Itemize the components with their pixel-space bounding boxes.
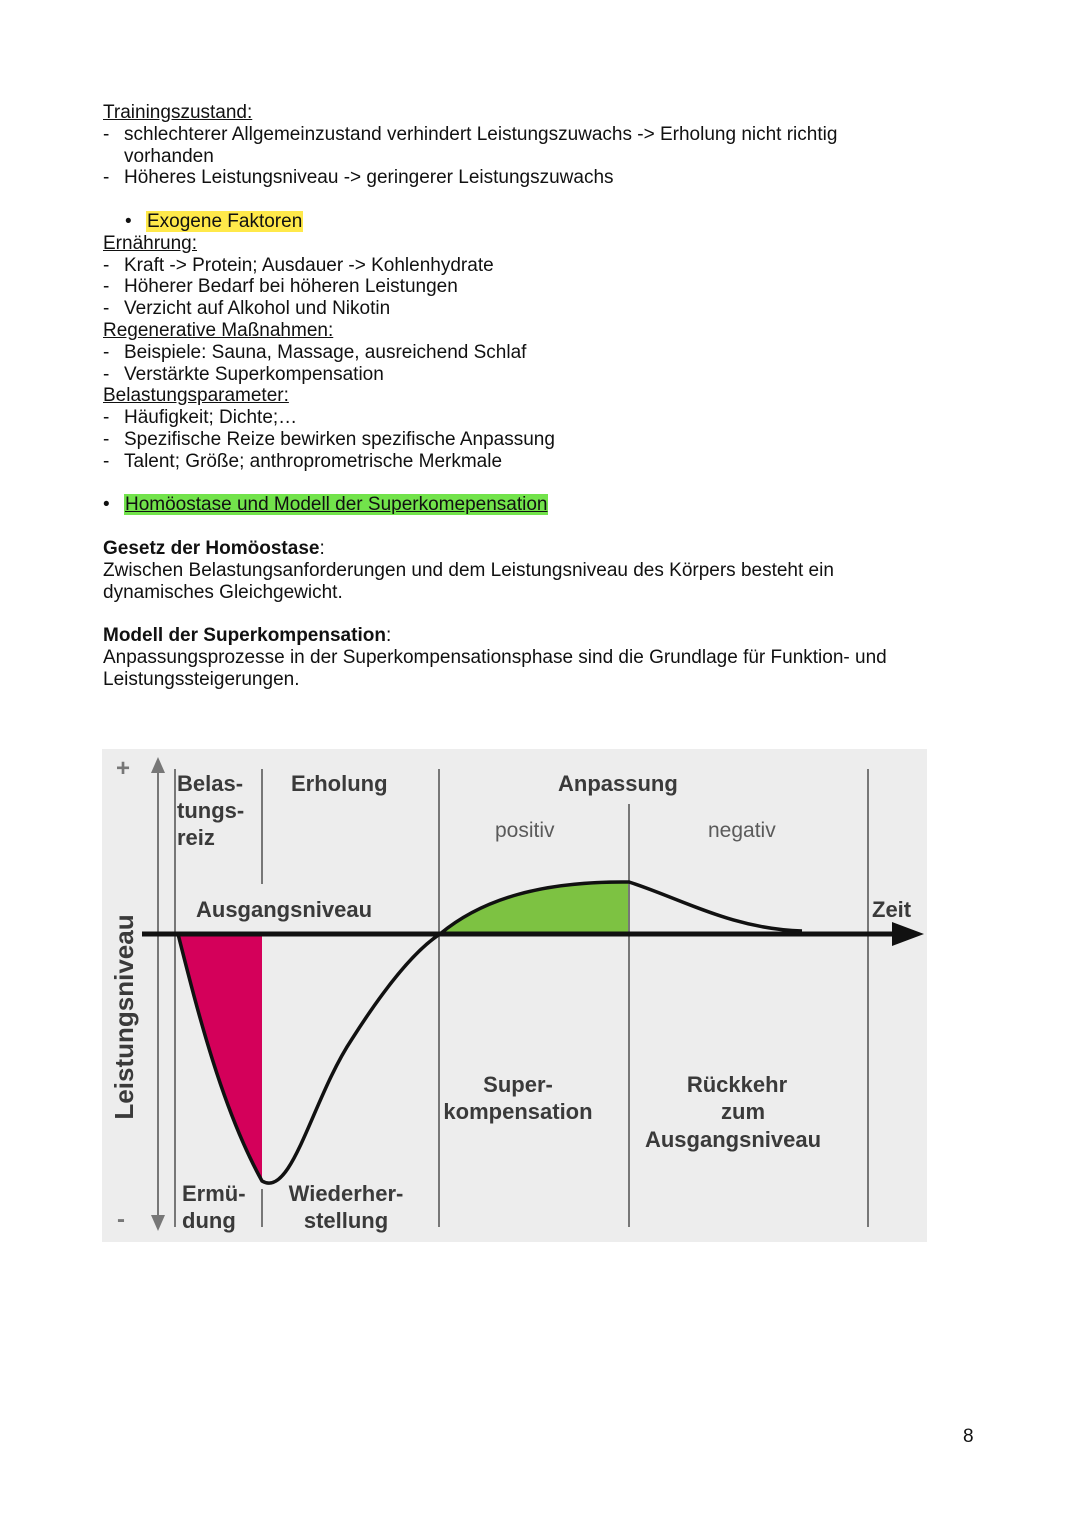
minus-label: - — [117, 1206, 125, 1233]
list-item: - Kraft -> Protein; Ausdauer -> Kohlenhydrate — [103, 255, 1003, 277]
heading-modell — [103, 625, 1003, 647]
heading-trainingszustand: Trainingszustand: — [103, 102, 253, 123]
heading-ernaehrung: Ernährung: — [103, 232, 198, 254]
ermuedung-line2: dung — [182, 1208, 236, 1233]
topic-homoeostase-label: Homöostase und Modell der Superkomepensation — [125, 494, 548, 516]
list-item: - Verzicht auf Alkohol und Nikotin — [103, 298, 1003, 320]
baseline-label: Ausgangsniveau — [196, 897, 373, 922]
negativ-label: negativ — [708, 819, 776, 842]
superkompensation-line1: Super- — [483, 1072, 553, 1097]
rueckkehr-line3: Ausgangsniveau — [644, 1127, 822, 1152]
y-axis-arrow-up — [151, 757, 165, 773]
topic-exogene-label: Exogene Faktoren — [147, 210, 303, 232]
plus-label: + — [116, 755, 131, 782]
paragraph-line: dynamisches Gleichgewicht. — [103, 581, 343, 603]
list-item: - Verstärkte Superkompensation — [103, 364, 1003, 386]
list-item: - schlechterer Allgemeinzustand verhindert Leistungszuwachs -> Erholung nicht richtig — [103, 124, 1003, 146]
ermuedung-line1: Ermü- — [182, 1181, 246, 1206]
baseline-arrow — [892, 922, 924, 946]
topic-homoeostase: • Homöostase und Modell der Superkomepensation — [103, 494, 548, 516]
supercompensation-diagram — [102, 749, 927, 1242]
fatigue-area — [178, 934, 262, 1181]
list-item: - Höheres Leistungsniveau -> geringerer Leistungszuwachs — [103, 167, 1003, 189]
heading-regeneration: Regenerative Maßnahmen: — [103, 319, 334, 341]
list-item: - Spezifische Reize bewirken spezifische Anpassung — [103, 429, 1003, 451]
list-item: - Talent; Größe; anthroprometrische Merkmale — [103, 451, 1003, 473]
list-item: - Häufigkeit; Dichte;… — [103, 407, 1003, 429]
phase-erholung-label: Erholung — [291, 771, 388, 796]
positiv-label: positiv — [495, 819, 555, 842]
x-axis-label: Zeit — [872, 897, 912, 922]
y-axis-arrow-down — [151, 1215, 165, 1231]
paragraph-line: Zwischen Belastungsanforderungen und dem Leistungsniveau des Körpers besteht ein — [103, 559, 834, 581]
rueckkehr-line1: Rückkehr — [686, 1072, 788, 1097]
heading-modell-colon: : — [385, 625, 392, 647]
page-number: 8 — [963, 1426, 974, 1447]
list-item-continuation: vorhanden — [124, 145, 214, 167]
phase-belastung-line2: tungs- — [177, 798, 245, 823]
wiederherstellung-line1: Wiederher- — [288, 1181, 404, 1206]
heading-gesetz-colon: : — [319, 537, 325, 559]
paragraph-line: Anpassungsprozesse in der Superkompensationsphase sind die Grundlage für Funktion- und — [103, 646, 887, 668]
heading-gesetz-label: Gesetz der Homöostase — [103, 537, 320, 559]
topic-exogene: • Exogene Faktoren — [125, 210, 303, 232]
list-item: - Beispiele: Sauna, Massage, ausreichend Schlaf — [103, 342, 1003, 364]
wiederherstellung-line2: stellung — [303, 1208, 389, 1233]
paragraph-line: Leistungssteigerungen. — [103, 668, 300, 690]
rueckkehr-line2: zum — [721, 1099, 765, 1124]
supercompensation-svg — [102, 749, 927, 1242]
y-axis-label: Leistungsniveau — [109, 914, 139, 1120]
phase-anpassung-label: Anpassung — [558, 771, 678, 796]
superkompensation-line2: kompensation — [443, 1099, 593, 1124]
notes-text — [103, 102, 1003, 691]
heading-belastung: Belastungsparameter: — [103, 385, 289, 407]
list-item: - Höherer Bedarf bei höheren Leistungen — [103, 276, 1003, 298]
phase-belastung-line1: Belas- — [177, 771, 244, 796]
heading-modell-label: Modell der Superkompensation — [103, 625, 386, 647]
heading-gesetz — [103, 538, 1003, 560]
phase-belastung-line3: reiz — [177, 825, 215, 850]
